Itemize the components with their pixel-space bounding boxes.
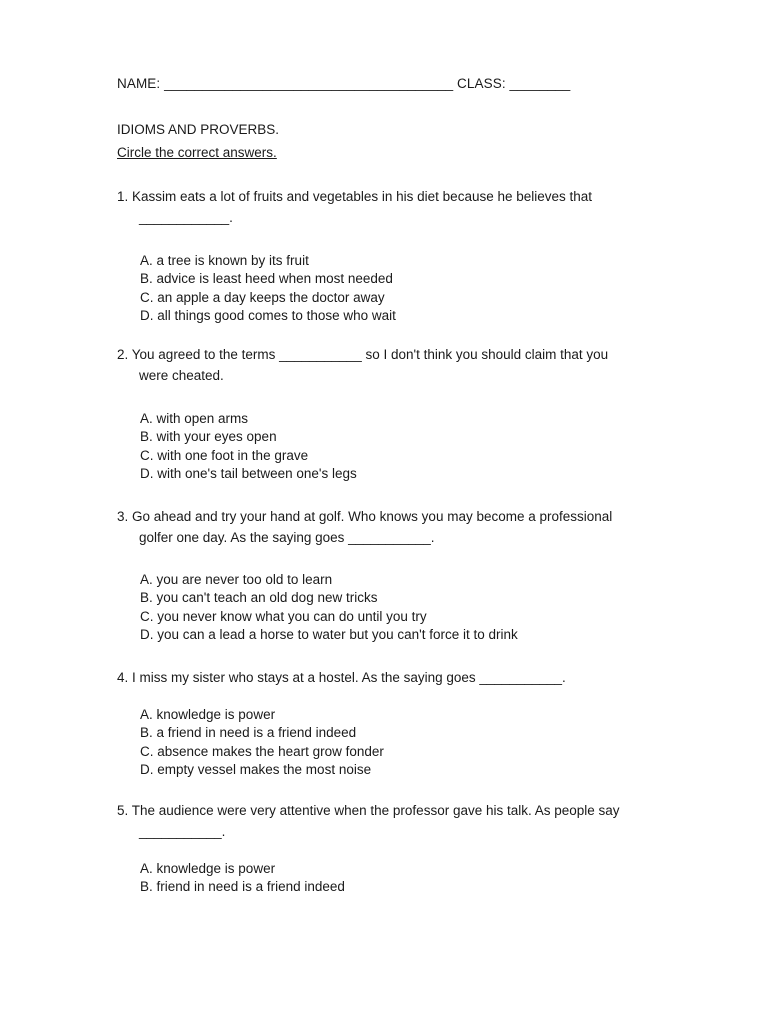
option-1d[interactable]: D. all things good comes to those who wait bbox=[140, 307, 396, 323]
question-4-options bbox=[140, 706, 384, 779]
question-2-options bbox=[140, 410, 357, 483]
option-5b[interactable]: B. friend in need is a friend indeed bbox=[140, 879, 345, 895]
option-5a[interactable]: A. knowledge is power bbox=[140, 861, 276, 876]
question-4 bbox=[117, 670, 657, 685]
option-1a[interactable]: A. a tree is known by its fruit bbox=[140, 253, 309, 268]
option-2c[interactable]: C. with one foot in the grave bbox=[140, 447, 309, 463]
option-3b[interactable]: B. you can't teach an old dog new tricks bbox=[140, 590, 378, 606]
option-4d[interactable]: D. empty vessel makes the most noise bbox=[140, 761, 372, 777]
question-5-text: 5. The audience were very attentive when the professor gave his talk. As people say bbox=[117, 803, 620, 818]
question-2-text: 2. You agreed to the terms ___________ so I don't think you should claim that you bbox=[117, 347, 609, 362]
question-3-text: 3. Go ahead and try your hand at golf. Who knows you may become a professional bbox=[117, 509, 613, 524]
option-1b[interactable]: B. advice is least heed when most needed bbox=[140, 271, 393, 287]
question-1 bbox=[117, 189, 657, 225]
option-3c[interactable]: C. you never know what you can do until you try bbox=[140, 608, 427, 624]
option-2a[interactable]: A. with open arms bbox=[140, 411, 249, 426]
option-4b[interactable]: B. a friend in need is a friend indeed bbox=[140, 725, 357, 741]
question-3-text-cont: golfer one day. As the saying goes ___________. bbox=[139, 530, 435, 545]
option-2d[interactable]: D. with one's tail between one's legs bbox=[140, 465, 357, 481]
question-4-text: 4. I miss my sister who stays at a hostel. As the saying goes ___________. bbox=[117, 670, 566, 685]
question-1-options bbox=[140, 252, 396, 325]
question-1-text: 1. Kassim eats a lot of fruits and vegetables in his diet because he believes that bbox=[117, 189, 593, 204]
question-2 bbox=[117, 347, 657, 383]
question-3-options bbox=[140, 571, 518, 644]
worksheet-instruction: Circle the correct answers. bbox=[117, 145, 277, 160]
option-3a[interactable]: A. you are never too old to learn bbox=[140, 572, 333, 587]
question-3 bbox=[117, 509, 657, 545]
option-2b[interactable]: B. with your eyes open bbox=[140, 429, 277, 445]
question-1-text-cont: ____________. bbox=[139, 210, 233, 225]
option-4a[interactable]: A. knowledge is power bbox=[140, 707, 276, 722]
worksheet-title: IDIOMS AND PROVERBS. bbox=[117, 122, 280, 137]
option-4c[interactable]: C. absence makes the heart grow fonder bbox=[140, 743, 384, 759]
name-class-line: NAME: ______________________________________ CLASS: ________ bbox=[117, 76, 571, 91]
option-3d[interactable]: D. you can a lead a horse to water but you can't force it to drink bbox=[140, 626, 518, 642]
question-5-text-cont: ___________. bbox=[139, 824, 226, 839]
question-5-options bbox=[140, 860, 345, 897]
question-2-text-cont: were cheated. bbox=[139, 368, 224, 383]
option-1c[interactable]: C. an apple a day keeps the doctor away bbox=[140, 289, 385, 305]
question-5 bbox=[117, 803, 657, 839]
